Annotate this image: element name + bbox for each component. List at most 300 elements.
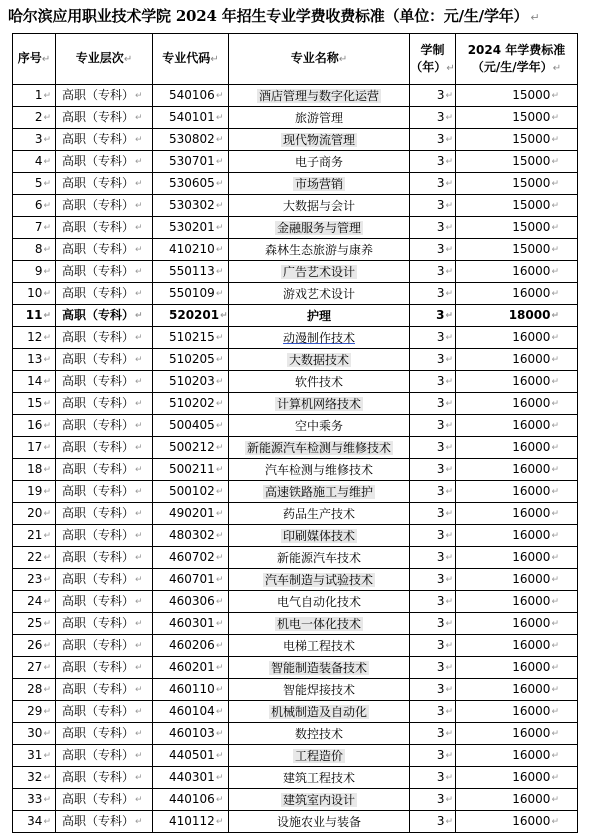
cell-mark-icon: ↵	[43, 509, 51, 519]
cell-mark-icon: ↵	[43, 685, 51, 695]
cell-fee	[456, 525, 578, 547]
cell-mark-icon: ↵	[215, 421, 224, 431]
cell-name	[229, 85, 410, 107]
cell-fee	[456, 635, 578, 657]
cell-fee-text: 16000	[512, 374, 551, 388]
cell-mark-icon: ↵	[215, 201, 224, 211]
cell-name-text: 动漫制作技术	[282, 330, 355, 345]
cell-idx-text: 4	[34, 154, 43, 168]
table-row	[13, 701, 578, 723]
cell-mark-icon: ↵	[445, 267, 453, 277]
header-code: 专业代码↵	[153, 34, 229, 85]
table-row	[13, 591, 578, 613]
cell-years-text: 3	[436, 572, 445, 586]
cell-mark-icon: ↵	[135, 245, 143, 255]
cell-years	[410, 85, 456, 107]
cell-level-text: 高职（专科）	[62, 110, 135, 124]
cell-mark-icon: ↵	[551, 377, 559, 387]
cell-idx-text: 23	[27, 572, 43, 586]
cell-idx	[13, 525, 56, 547]
cell-years	[410, 129, 456, 151]
cell-level-text: 高职（专科）	[62, 308, 135, 322]
cell-years-text: 3	[436, 638, 445, 652]
cell-code	[153, 569, 229, 591]
cell-mark-icon: ↵	[215, 817, 224, 827]
cell-level	[56, 635, 153, 657]
cell-mark-icon: ↵	[551, 751, 559, 761]
cell-idx-text: 33	[27, 792, 43, 806]
cell-mark-icon: ↵	[215, 531, 224, 541]
cell-mark-icon: ↵	[215, 729, 224, 739]
cell-code-text: 500102	[169, 484, 215, 498]
cell-level-text: 高职（专科）	[62, 506, 135, 520]
cell-mark-icon: ↵	[43, 597, 51, 607]
cell-idx-text: 27	[27, 660, 43, 674]
cell-code	[153, 701, 229, 723]
title-text: 哈尔滨应用职业技术学院 2024 年招生专业学费收费标准（单位：元/生/学年）	[8, 7, 529, 25]
cell-mark-icon: ↵	[445, 311, 453, 321]
cell-mark-icon: ↵	[135, 421, 143, 431]
cell-code-text: 550113	[169, 264, 215, 278]
cell-years-text: 3	[436, 484, 445, 498]
cell-mark-icon: ↵	[43, 795, 51, 805]
cell-mark-icon: ↵	[445, 729, 453, 739]
cell-name-text: 护理	[306, 308, 331, 323]
cell-mark-icon: ↵	[135, 751, 143, 761]
cell-idx	[13, 679, 56, 701]
cell-fee	[456, 723, 578, 745]
cell-fee	[456, 679, 578, 701]
cell-code-text: 540101	[169, 110, 215, 124]
cell-mark-icon: ↵	[43, 333, 51, 343]
cell-mark-icon: ↵	[551, 509, 559, 519]
cell-idx	[13, 789, 56, 811]
cell-name	[229, 217, 410, 239]
cell-name-text: 电梯工程技术	[282, 638, 355, 653]
cell-level-text: 高职（专科）	[62, 198, 135, 212]
cell-fee	[456, 173, 578, 195]
cell-mark-icon: ↵	[445, 245, 453, 255]
cell-fee	[456, 481, 578, 503]
cell-mark-icon: ↵	[551, 201, 559, 211]
table-row	[13, 151, 578, 173]
cell-level-text: 高职（专科）	[62, 154, 135, 168]
cell-level-text: 高职（专科）	[62, 176, 135, 190]
cell-years	[410, 481, 456, 503]
table-row	[13, 569, 578, 591]
cell-years-text: 3	[436, 154, 445, 168]
cell-mark-icon: ↵	[551, 179, 559, 189]
cell-mark-icon: ↵	[135, 817, 143, 827]
cell-level	[56, 151, 153, 173]
cell-code-text: 460110	[169, 682, 215, 696]
cell-mark-icon: ↵	[215, 509, 224, 519]
cell-idx-text: 25	[27, 616, 43, 630]
cell-mark-icon: ↵	[551, 399, 559, 409]
cell-mark-icon: ↵	[338, 54, 348, 65]
cell-code	[153, 107, 229, 129]
cell-mark-icon: ↵	[445, 333, 453, 343]
cell-code	[153, 85, 229, 107]
cell-code-text: 460103	[169, 726, 215, 740]
table-row	[13, 635, 578, 657]
cell-fee-text: 16000	[512, 814, 551, 828]
cell-name	[229, 371, 410, 393]
cell-mark-icon: ↵	[135, 641, 143, 651]
cell-mark-icon: ↵	[43, 289, 51, 299]
cell-level-text: 高职（专科）	[62, 594, 135, 608]
table-row	[13, 217, 578, 239]
cell-years-text: 3	[436, 418, 445, 432]
cell-years	[410, 107, 456, 129]
cell-name	[229, 151, 410, 173]
cell-level-text: 高职（专科）	[62, 770, 135, 784]
cell-code	[153, 613, 229, 635]
cell-idx-text: 9	[34, 264, 43, 278]
cell-idx-text: 21	[27, 528, 43, 542]
cell-mark-icon: ↵	[135, 509, 143, 519]
cell-fee	[456, 217, 578, 239]
cell-years	[410, 701, 456, 723]
header-years: 学制 （年）↵	[410, 34, 456, 85]
cell-mark-icon: ↵	[445, 157, 453, 167]
cell-mark-icon: ↵	[135, 773, 143, 783]
cell-level-text: 高职（专科）	[62, 352, 135, 366]
cell-years	[410, 525, 456, 547]
cell-idx	[13, 283, 56, 305]
cell-mark-icon: ↵	[135, 553, 143, 563]
cell-level	[56, 415, 153, 437]
cell-level-text: 高职（专科）	[62, 462, 135, 476]
table-row	[13, 657, 578, 679]
cell-idx	[13, 393, 56, 415]
table-row	[13, 129, 578, 151]
cell-mark-icon: ↵	[551, 575, 559, 585]
cell-name-text: 游戏艺术设计	[282, 286, 355, 301]
cell-level-text: 高职（专科）	[62, 220, 135, 234]
cell-fee	[456, 415, 578, 437]
cell-level	[56, 789, 153, 811]
cell-name	[229, 569, 410, 591]
table-row	[13, 789, 578, 811]
cell-mark-icon: ↵	[215, 685, 224, 695]
cell-level-text: 高职（专科）	[62, 792, 135, 806]
cell-level-text: 高职（专科）	[62, 616, 135, 630]
cell-mark-icon: ↵	[445, 179, 453, 189]
cell-years	[410, 437, 456, 459]
cell-mark-icon: ↵	[551, 531, 559, 541]
document-title	[8, 4, 584, 28]
cell-mark-icon: ↵	[551, 421, 559, 431]
cell-mark-icon: ↵	[551, 355, 559, 365]
cell-name-text: 大数据与会计	[282, 198, 355, 213]
cell-level	[56, 701, 153, 723]
cell-code	[153, 635, 229, 657]
cell-fee-text: 16000	[512, 462, 551, 476]
cell-name-text: 软件技术	[294, 374, 343, 389]
cell-idx-text: 11	[25, 308, 43, 322]
cell-mark-icon: ↵	[551, 619, 559, 629]
cell-years-text: 3	[436, 330, 445, 344]
cell-level-text: 高职（专科）	[62, 682, 135, 696]
cell-years-text: 3	[436, 792, 445, 806]
cell-code	[153, 349, 229, 371]
cell-mark-icon: ↵	[215, 91, 224, 101]
cell-level	[56, 547, 153, 569]
cell-name-text: 酒店管理与数字化运营	[258, 88, 379, 103]
cell-mark-icon: ↵	[43, 201, 51, 211]
cell-mark-icon: ↵	[135, 729, 143, 739]
cell-mark-icon: ↵	[445, 795, 453, 805]
cell-fee-text: 16000	[512, 330, 551, 344]
cell-years	[410, 789, 456, 811]
cell-mark-icon: ↵	[215, 773, 224, 783]
cell-fee-text: 16000	[512, 594, 551, 608]
cell-mark-icon: ↵	[135, 575, 143, 585]
table-row	[13, 415, 578, 437]
cell-code-text: 480302	[169, 528, 215, 542]
table-row	[13, 305, 578, 327]
cell-code	[153, 371, 229, 393]
cell-mark-icon: ↵	[43, 773, 51, 783]
cell-fee	[456, 239, 578, 261]
cell-name-text: 印刷媒体技术	[282, 528, 355, 543]
cell-name	[229, 415, 410, 437]
cell-mark-icon: ↵	[135, 333, 143, 343]
cell-fee-text: 16000	[512, 638, 551, 652]
cell-fee	[456, 569, 578, 591]
cell-mark-icon: ↵	[551, 553, 559, 563]
cell-mark-icon: ↵	[445, 553, 453, 563]
cell-code	[153, 195, 229, 217]
cell-mark-icon: ↵	[445, 113, 453, 123]
cell-level	[56, 481, 153, 503]
cell-name	[229, 283, 410, 305]
cell-fee-text: 16000	[512, 748, 551, 762]
cell-mark-icon: ↵	[135, 663, 143, 673]
cell-level	[56, 723, 153, 745]
cell-mark-icon: ↵	[43, 641, 51, 651]
cell-level	[56, 283, 153, 305]
cell-fee-text: 15000	[512, 132, 551, 146]
cell-level	[56, 129, 153, 151]
cell-code	[153, 261, 229, 283]
cell-fee-text: 15000	[512, 110, 551, 124]
cell-years-text: 3	[436, 176, 445, 190]
cell-mark-icon: ↵	[445, 641, 453, 651]
cell-name	[229, 789, 410, 811]
cell-code-text: 530802	[169, 132, 215, 146]
cell-code	[153, 173, 229, 195]
cell-idx-text: 14	[27, 374, 43, 388]
cell-idx	[13, 217, 56, 239]
cell-name	[229, 327, 410, 349]
cell-fee	[456, 789, 578, 811]
cell-mark-icon: ↵	[135, 377, 143, 387]
cell-code-text: 550109	[169, 286, 215, 300]
cell-fee-text: 16000	[512, 506, 551, 520]
cell-mark-icon: ↵	[43, 619, 51, 629]
cell-code	[153, 525, 229, 547]
cell-fee	[456, 393, 578, 415]
cell-level	[56, 613, 153, 635]
cell-level	[56, 767, 153, 789]
cell-mark-icon: ↵	[445, 465, 453, 475]
cell-mark-icon: ↵	[445, 223, 453, 233]
cell-name	[229, 393, 410, 415]
cell-mark-icon: ↵	[215, 399, 224, 409]
header-name: 专业名称↵	[229, 34, 410, 85]
cell-fee-text: 16000	[512, 660, 551, 674]
cell-years-text: 3	[436, 264, 445, 278]
cell-mark-icon: ↵	[215, 707, 224, 717]
cell-years-text: 3	[436, 528, 445, 542]
cell-name	[229, 679, 410, 701]
cell-fee-text: 16000	[512, 418, 551, 432]
cell-name	[229, 459, 410, 481]
cell-fee-text: 16000	[512, 440, 551, 454]
cell-idx	[13, 327, 56, 349]
cell-mark-icon: ↵	[445, 377, 453, 387]
cell-idx-text: 26	[27, 638, 43, 652]
cell-mark-icon: ↵	[43, 399, 51, 409]
cell-mark-icon: ↵	[215, 751, 224, 761]
cell-years-text: 3	[436, 660, 445, 674]
cell-mark-icon: ↵	[215, 135, 224, 145]
cell-mark-icon: ↵	[135, 795, 143, 805]
cell-fee	[456, 745, 578, 767]
cell-level-text: 高职（专科）	[62, 286, 135, 300]
cell-mark-icon: ↵	[135, 91, 143, 101]
cell-mark-icon: ↵	[551, 707, 559, 717]
cell-name-text: 森林生态旅游与康养	[264, 242, 373, 257]
cell-mark-icon: ↵	[215, 575, 224, 585]
cell-mark-icon: ↵	[43, 267, 51, 277]
cell-code	[153, 459, 229, 481]
cell-years	[410, 613, 456, 635]
cell-fee	[456, 261, 578, 283]
cell-idx	[13, 107, 56, 129]
cell-idx-text: 18	[27, 462, 43, 476]
cell-fee	[456, 107, 578, 129]
cell-code	[153, 327, 229, 349]
cell-fee-text: 16000	[512, 286, 551, 300]
cell-name-text: 电气自动化技术	[276, 594, 361, 609]
cell-years-text: 3	[436, 242, 445, 256]
table-row	[13, 283, 578, 305]
cell-name	[229, 657, 410, 679]
cell-code-text: 460306	[169, 594, 215, 608]
cell-idx	[13, 371, 56, 393]
cell-mark-icon: ↵	[551, 685, 559, 695]
cell-idx	[13, 129, 56, 151]
cell-code	[153, 129, 229, 151]
cell-name	[229, 591, 410, 613]
cell-name	[229, 481, 410, 503]
header-fee: 2024 年学费标准 （元/生/学年）↵	[456, 34, 578, 85]
cell-name-text: 高速铁路施工与维护	[264, 484, 373, 499]
cell-name-text: 大数据技术	[288, 352, 349, 367]
cell-idx-text: 19	[27, 484, 43, 498]
cell-idx	[13, 261, 56, 283]
cell-fee-text: 16000	[512, 528, 551, 542]
cell-mark-icon: ↵	[43, 179, 51, 189]
cell-years	[410, 283, 456, 305]
cell-name-text: 建筑工程技术	[282, 770, 355, 785]
cell-fee	[456, 327, 578, 349]
cell-mark-icon: ↵	[551, 663, 559, 673]
cell-years	[410, 657, 456, 679]
cell-mark-icon: ↵	[135, 135, 143, 145]
table-row	[13, 745, 578, 767]
cell-years	[410, 151, 456, 173]
cell-mark-icon: ↵	[215, 641, 224, 651]
cell-code	[153, 745, 229, 767]
cell-level-text: 高职（专科）	[62, 264, 135, 278]
cell-level	[56, 239, 153, 261]
cell-years-text: 3	[436, 396, 445, 410]
cell-mark-icon: ↵	[135, 707, 143, 717]
cell-mark-icon: ↵	[445, 355, 453, 365]
cell-mark-icon: ↵	[551, 333, 559, 343]
cell-level-text: 高职（专科）	[62, 484, 135, 498]
cell-code-text: 460201	[169, 660, 215, 674]
cell-idx-text: 15	[27, 396, 43, 410]
cell-mark-icon: ↵	[551, 443, 559, 453]
cell-idx	[13, 547, 56, 569]
cell-mark-icon: ↵	[445, 289, 453, 299]
header-idx: 序号↵	[13, 34, 56, 85]
cell-idx-text: 7	[34, 220, 43, 234]
cell-mark-icon: ↵	[215, 157, 224, 167]
cell-idx	[13, 195, 56, 217]
cell-name-text: 汽车制造与试验技术	[264, 572, 373, 587]
cell-mark-icon: ↵	[43, 91, 51, 101]
cell-years-text: 3	[436, 308, 445, 322]
cell-mark-icon: ↵	[445, 135, 453, 145]
cell-name-text: 机械制造及自动化	[270, 704, 367, 719]
cell-idx	[13, 305, 56, 327]
cell-years-text: 3	[436, 704, 445, 718]
cell-level	[56, 679, 153, 701]
cell-code	[153, 437, 229, 459]
table-row	[13, 85, 578, 107]
cell-idx	[13, 591, 56, 613]
cell-name-text: 建筑室内设计	[282, 792, 355, 807]
cell-mark-icon: ↵	[551, 465, 559, 475]
cell-name-text: 智能制造装备技术	[270, 660, 367, 675]
cell-mark-icon: ↵	[215, 597, 224, 607]
cell-years	[410, 195, 456, 217]
cell-level	[56, 503, 153, 525]
cell-mark-icon: ↵	[551, 223, 559, 233]
cell-name	[229, 437, 410, 459]
cell-fee-text: 16000	[512, 726, 551, 740]
table-row	[13, 679, 578, 701]
table-row	[13, 459, 578, 481]
cell-mark-icon: ↵	[215, 267, 224, 277]
cell-code	[153, 723, 229, 745]
cell-code-text: 520201	[169, 308, 220, 322]
cell-idx-text: 32	[27, 770, 43, 784]
cell-name	[229, 349, 410, 371]
cell-mark-icon: ↵	[445, 685, 453, 695]
cell-code-text: 410210	[169, 242, 215, 256]
cell-mark-icon: ↵	[135, 597, 143, 607]
cell-mark-icon: ↵	[215, 443, 224, 453]
paragraph-mark-icon: ↵	[530, 11, 540, 24]
cell-idx-text: 30	[27, 726, 43, 740]
